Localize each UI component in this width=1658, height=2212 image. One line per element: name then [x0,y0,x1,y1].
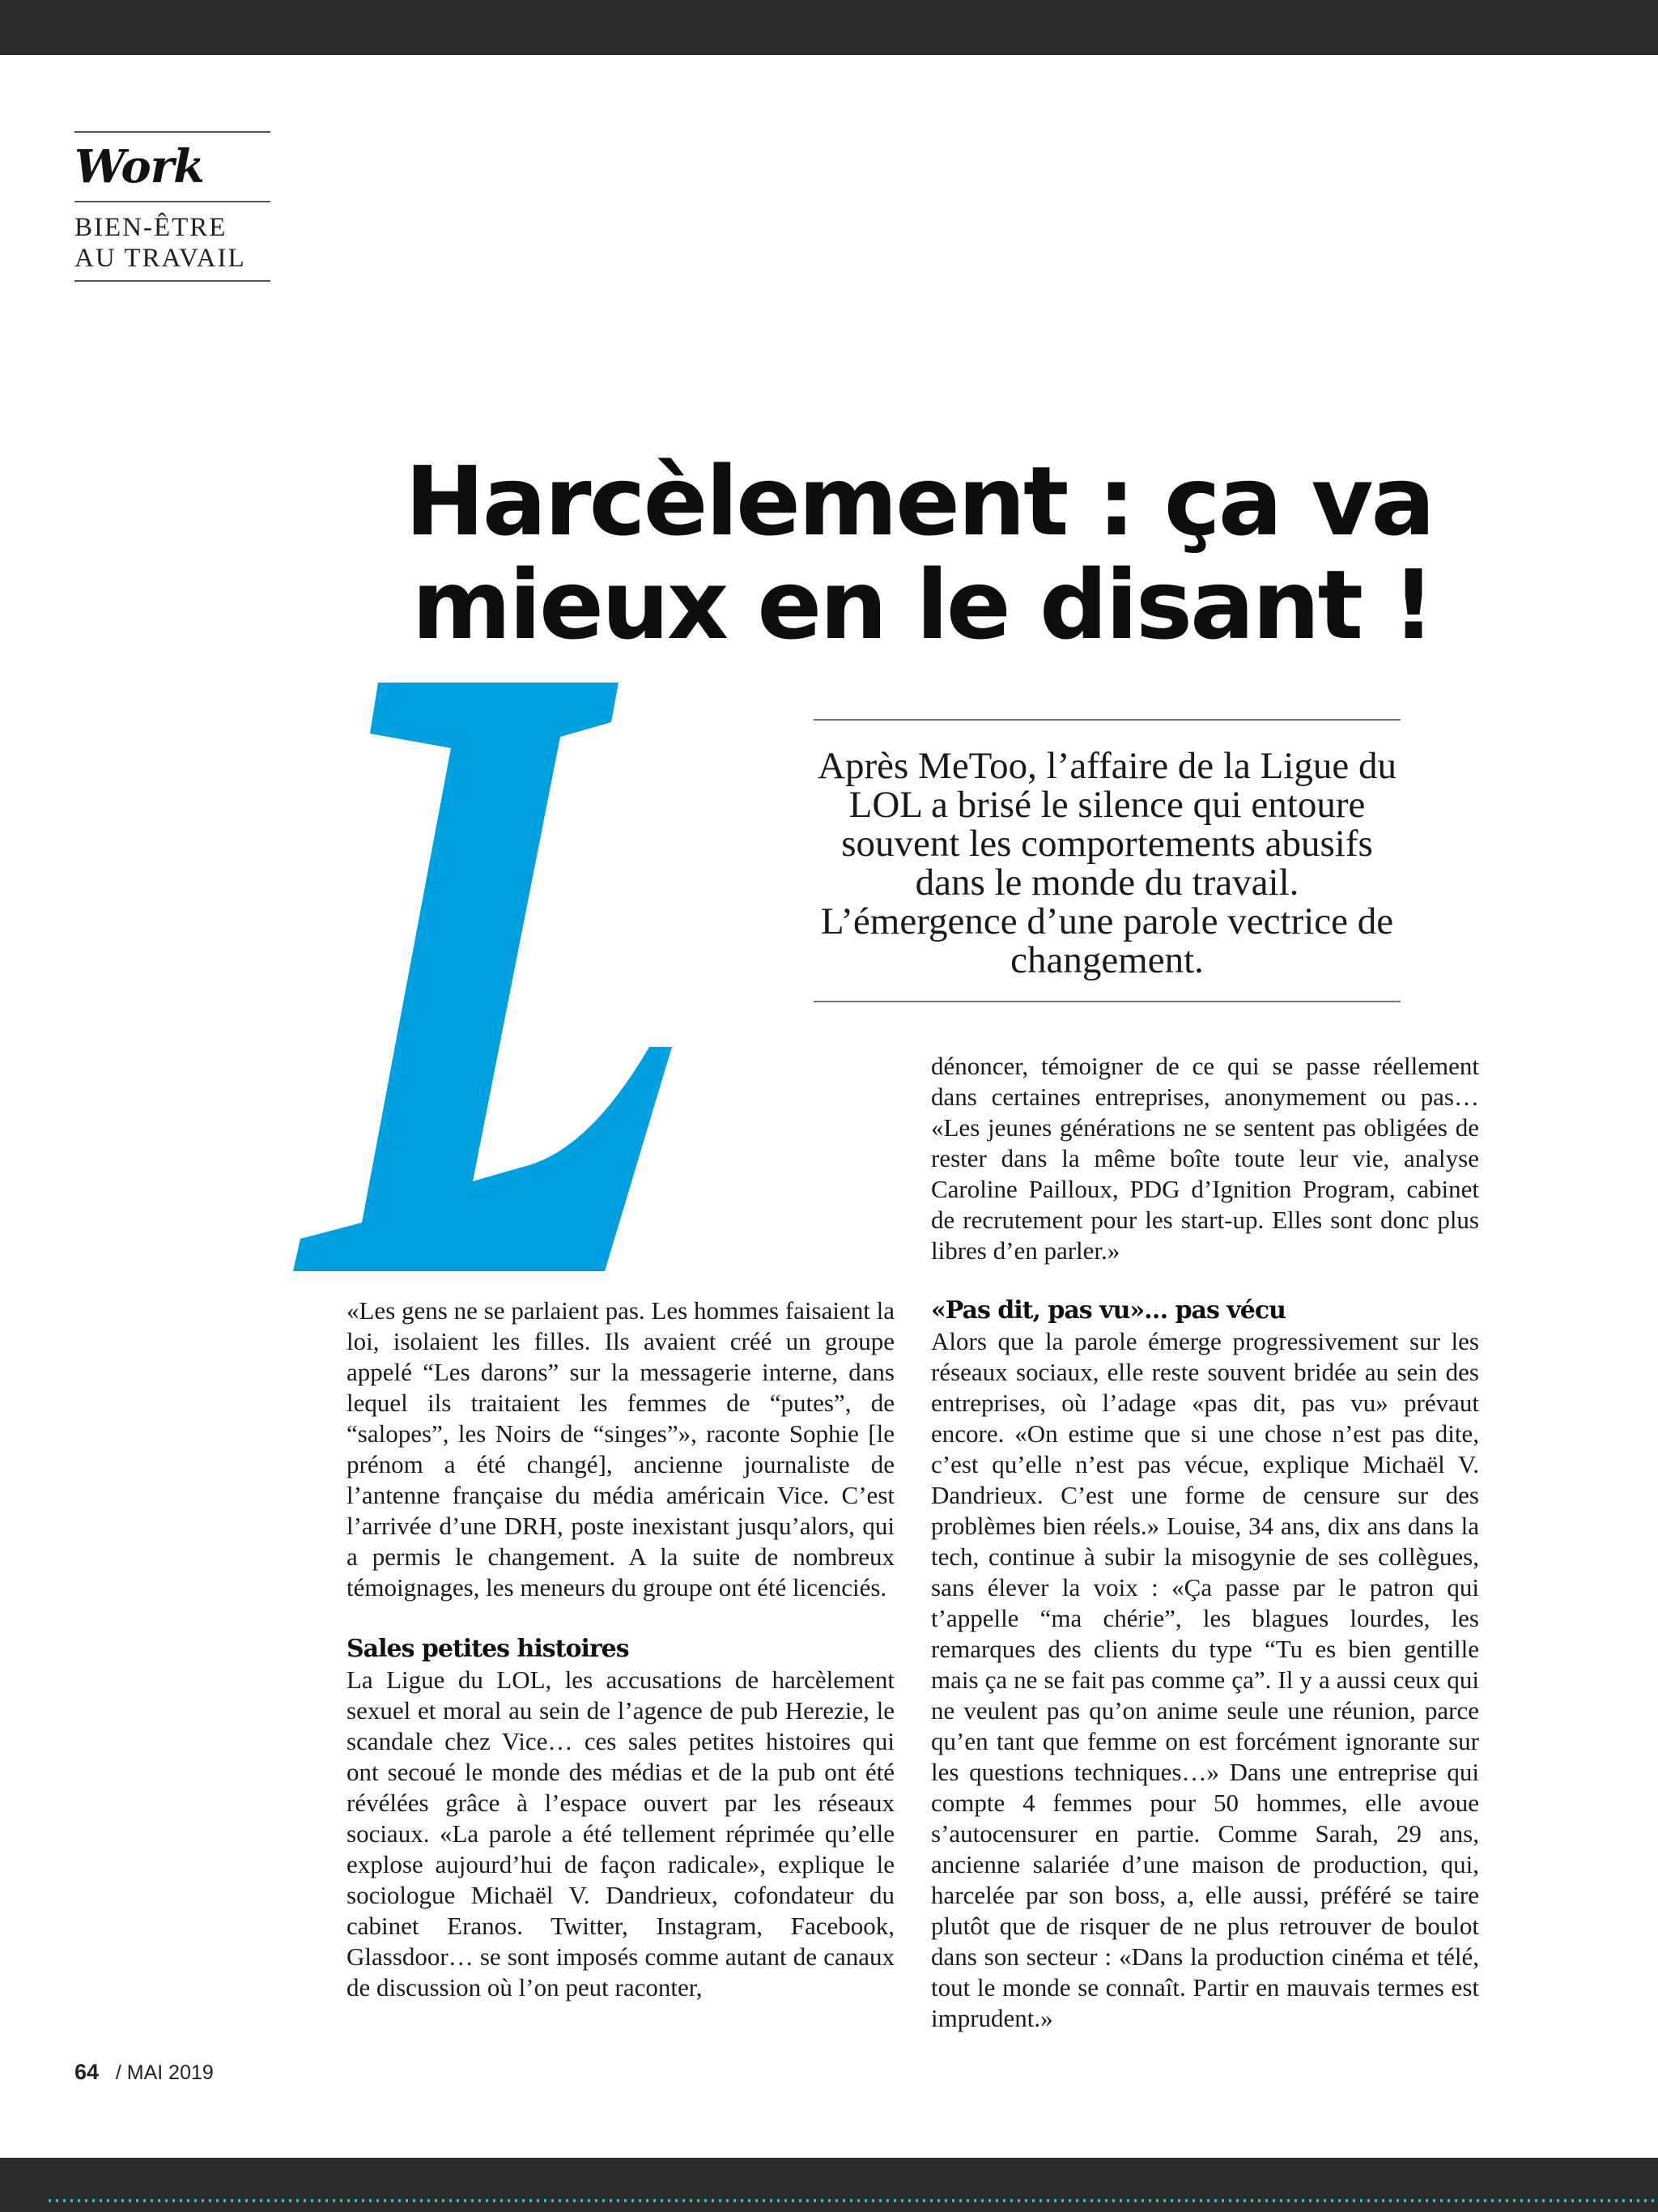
headline-line-2: mieux en le disant ! [411,549,1433,661]
column-1 [346,1295,895,2003]
subsection-line-2: AU TRAVAIL [74,244,246,273]
column-2-top [931,1051,1479,1266]
headline-line-1: Harcèlement : ça va [405,445,1433,557]
dropcap-shape [293,683,672,1271]
column-2-body: Alors que la parole émerge progressivement sur les réseaux sociaux, elle reste souvent bridée au sein des entreprises, où l’adage «pas dit, pas vu» prévaut encore. «On estime que si une chose n’est pas dite, c’est qu’elle n’est pas vécue, explique Michaël V. Dandrieux. C’est une forme de censure sur des problèmes bien réels.» Louise, 34 ans, dix ans dans la tech, continue à subir la misogynie de ses collègues, sans élever la voix : «Ça passe par le patron qui t’appelle “ma chérie”, les blagues lourdes, les remarques des clients du type “Tu es bien gentille mais ça ne se fait pas comme ça”. Il y a aussi ceux qui ne veulent pas qu’on anime seule une réunion, parce qu’en tant que femme on est forcément ignorante sur les questions techniques…» Dans une entreprise qui compte 4 femmes pour 50 hommes, elle avoue s’autocensurer en partie. Comme Sarah, 29 ans, ancienne salariée d’une maison de production, qui, harcelée par son boss, a, elle aussi, préféré se taire plutôt que de risquer de ne plus retrouver de boulot dans son secteur : «Dans la production cinéma et télé, tout le monde se connaît. Partir en mauvais termes est imprudent.» [931,1327,1479,2032]
column-2-continuation: dénoncer, témoigner de ce qui se passe réellement dans certaines entreprises, anonymement ou pas… «Les jeunes générations ne se sentent pas obligées de rester dans la même boîte toute leur vie, analyse Caroline Pailloux, PDG d’Ignition Program, cabinet de recrutement pour les start-up. Elles sont donc plus libres d’en parler.» [931,1052,1479,1265]
lead-paragraph [814,719,1401,1002]
issue-date: / MAI 2019 [115,2061,214,2084]
lead-text: Après MeToo, l’affaire de la Ligue du LOL a brisé le silence qui entoure souvent les comportements abusifs dans le monde du travail. L’émergence d’une parole vectrice de changement. [818,745,1397,981]
subsection-line-1: BIEN-ÊTRE [74,213,227,242]
section-title: Work [74,140,204,194]
intro-paragraph: «Les gens ne se parlaient pas. Les hommes faisaient la loi, isolaient les filles. Ils avaient créé un groupe appelé “Les darons” sur la messagerie interne, dans lequel ils traitaient les femmes de “putes”, de “salopes”, les Noirs de “singes”», raconte Sophie [le prénom a été changé], ancienne journaliste de l’antenne française du média américain Vice. C’est l’arrivée d’une DRH, poste inexistant jusqu’alors, qui a permis le changement. A la suite de nombreux témoignages, les meneurs du groupe ont été licenciés. [346,1296,895,1602]
rubric-bottom-rule [74,280,270,282]
subheading-sales-petites-histoires: Sales petites histoires [346,1635,629,1663]
article-headline [380,445,1433,661]
page-number: 64 [74,2060,100,2084]
subsection-title [74,202,270,280]
subheading-pas-dit-pas-vu: «Pas dit, pas vu»… pas vécu [931,1296,1286,1325]
column-1-body: La Ligue du LOL, les accusations de harcèlement sexuel et moral au sein de l’agence de pub Herezie, le scandale chez Vice… ces sales petites histoires qui ont secoué le monde des médias et de la pub ont été révélées grâce à l’espace ouvert par les réseaux sociaux. «La parole a été tellement réprimée qu’elle explose aujourd’hui de façon radicale», explique le sociologue Michaël V. Dandrieux, cofondateur du cabinet Eranos. Twitter, Instagram, Facebook, Glassdoor… se sont imposés comme autant de canaux de discussion où l’on peut raconter, [346,1665,895,2001]
column-2 [931,1295,1479,2034]
page-footer [74,2060,214,2085]
lead-bottom-rule [814,1001,1401,1002]
top-bar [0,0,1658,55]
dropcap-letter [293,678,674,1275]
bottom-dotted-line [49,2199,1658,2202]
bottom-bar [0,2158,1658,2212]
section-rubric [74,131,270,282]
